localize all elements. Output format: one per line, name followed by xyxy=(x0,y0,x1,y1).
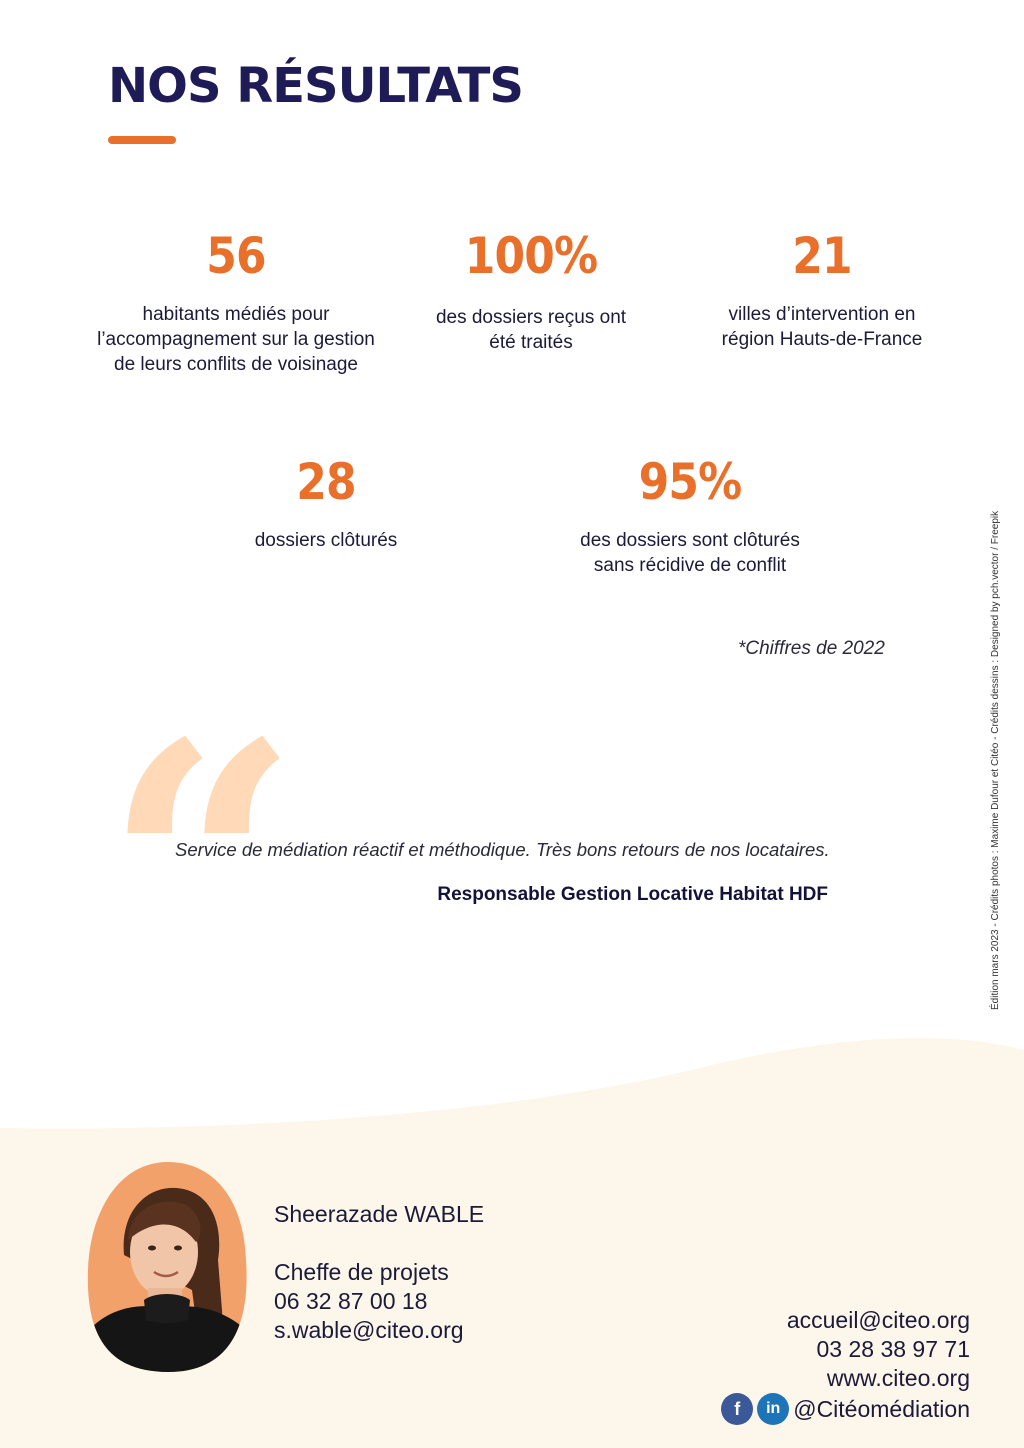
stat-desc-line: l’accompagnement sur la gestion xyxy=(97,329,375,350)
stat-value: 21 xyxy=(792,227,852,285)
stat-value: 56 xyxy=(206,227,266,285)
organization-contact xyxy=(721,1306,970,1425)
social-handle[interactable]: @Citéomédiation xyxy=(793,1395,970,1422)
contact-role: Cheffe de projets xyxy=(274,1259,449,1285)
stat-value: 28 xyxy=(296,453,356,511)
stat-description xyxy=(226,528,426,553)
stat-villes xyxy=(706,226,938,352)
contact-phone[interactable]: 06 32 87 00 18 xyxy=(274,1288,428,1314)
spacer xyxy=(274,1229,484,1258)
stat-value: 100% xyxy=(464,227,598,285)
testimonial-text: Service de médiation réactif et méthodique. Très bons retours de nos locataires. xyxy=(175,839,830,860)
stat-description xyxy=(560,528,820,578)
social-row xyxy=(721,1393,970,1425)
stat-desc-line: de leurs conflits de voisinage xyxy=(114,354,358,375)
linkedin-icon[interactable]: in xyxy=(757,1393,789,1425)
stat-desc-line: dossiers clôturés xyxy=(254,530,398,551)
stat-description xyxy=(86,302,386,377)
stat-habitants xyxy=(86,226,386,377)
stat-desc-line: été traités xyxy=(489,332,573,353)
stat-value: 95% xyxy=(638,453,742,511)
stat-desc-line: des dossiers sont clôturés xyxy=(580,530,800,551)
contact-avatar xyxy=(84,1160,252,1374)
credits-vertical: Édition mars 2023 - Crédits photos : Maxime Dufour et Citéo - Crédits dessins : Designed by pch.vector / Freepik xyxy=(990,510,1001,1010)
page-title: NOS RÉSULTATS xyxy=(108,58,523,114)
stat-dossiers-traites xyxy=(416,226,646,355)
contact-email-link[interactable]: s.wable@citeo.org xyxy=(274,1317,464,1343)
stat-desc-line: région Hauts-de-France xyxy=(721,329,923,350)
facebook-icon[interactable]: f xyxy=(721,1393,753,1425)
stat-desc-line: des dossiers reçus ont xyxy=(435,307,627,328)
org-website-link[interactable]: www.citeo.org xyxy=(826,1365,970,1391)
figures-year-note: *Chiffres de 2022 xyxy=(738,638,885,659)
contact-name: Sheerazade WABLE xyxy=(274,1201,485,1227)
title-underline xyxy=(108,136,176,144)
org-email-link[interactable]: accueil@citeo.org xyxy=(786,1307,970,1333)
org-phone[interactable]: 03 28 38 97 71 xyxy=(816,1336,970,1362)
testimonial-author: Responsable Gestion Locative Habitat HDF xyxy=(437,884,828,905)
stat-description xyxy=(706,302,938,352)
quote-mark-icon: “ xyxy=(104,670,300,1069)
stat-desc-line: sans récidive de conflit xyxy=(593,555,787,576)
stat-desc-line: villes d’intervention en xyxy=(728,304,916,325)
stat-desc-line: habitants médiés pour xyxy=(142,304,330,325)
stat-dossiers-clotures xyxy=(226,452,426,553)
stat-description xyxy=(416,305,646,355)
contact-block xyxy=(274,1200,484,1345)
stat-sans-recidive xyxy=(560,452,820,578)
